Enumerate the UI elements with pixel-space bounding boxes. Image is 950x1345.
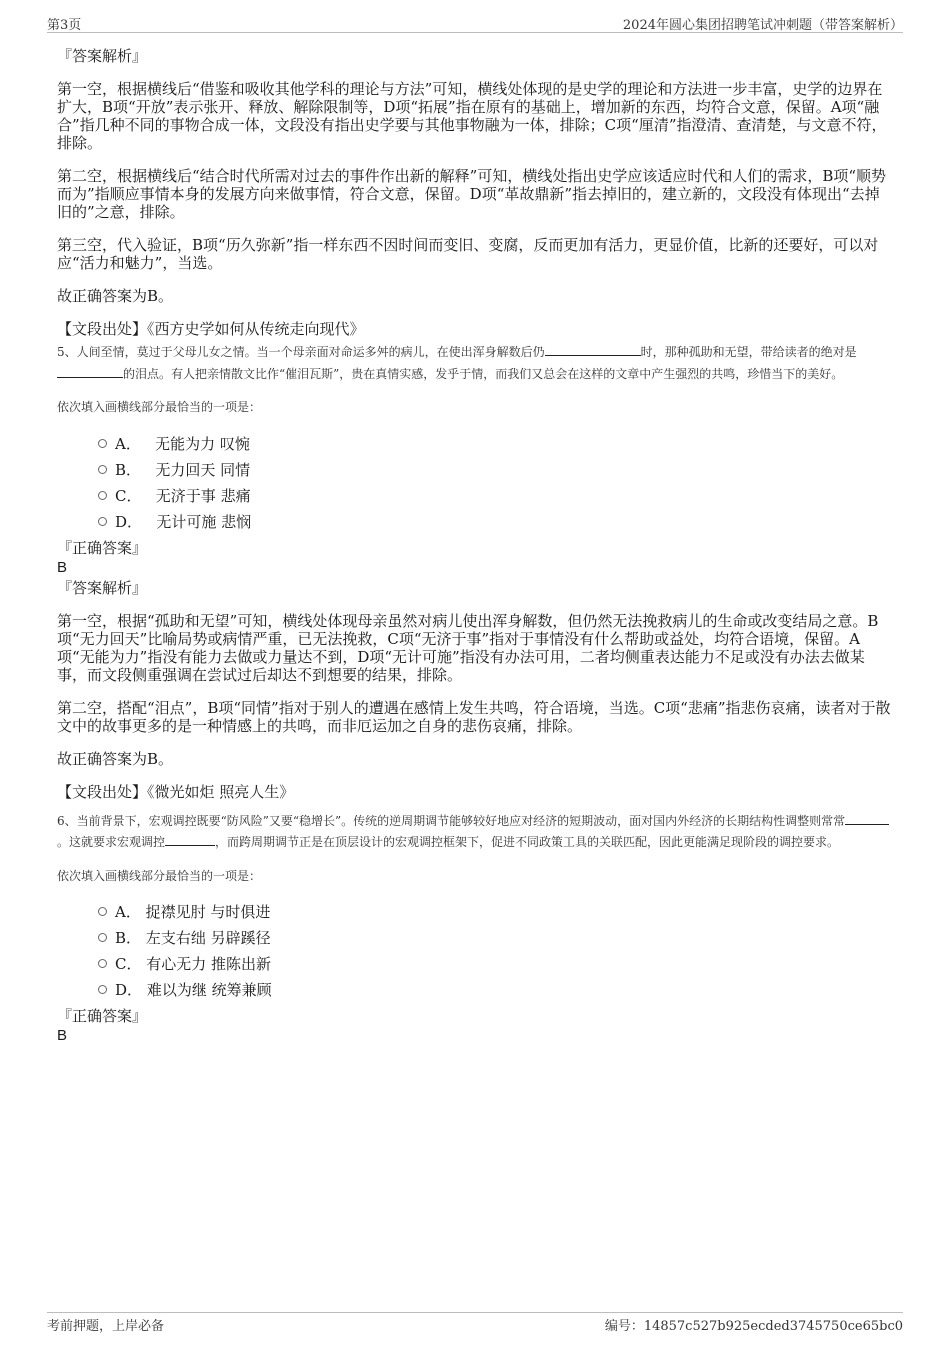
q6-correct-tag: 『正确答案』 bbox=[57, 1007, 148, 1025]
page-footer bbox=[47, 1312, 903, 1335]
radio-icon[interactable] bbox=[98, 933, 107, 942]
document-title: 2024年圆心集团招聘笔试冲刺题（带答案解析） bbox=[622, 18, 903, 33]
q6-stem-part-2: 。这就要求宏观调控 bbox=[57, 835, 166, 849]
page-header bbox=[47, 12, 903, 33]
q5-correct-tag: 『正确答案』 bbox=[57, 538, 148, 557]
q5-stem-part-2: 时，那种孤助和无望，带给读者的绝对是 bbox=[640, 345, 857, 359]
q5-option-a[interactable]: A． 无能为力 叹惋 bbox=[57, 431, 893, 457]
radio-icon[interactable] bbox=[98, 517, 107, 526]
q5-prompt: 依次填入画横线部分最恰当的一项是： bbox=[57, 400, 262, 414]
q6-option-d[interactable]: D． 难以为继 统筹兼顾 bbox=[57, 977, 893, 1003]
radio-icon[interactable] bbox=[98, 465, 107, 474]
q5-stem-part-3: 的泪点。有人把亲情散文比作“催泪瓦斯”，贵在真情实感，发乎于情，而我们又总会在这样的文章中产生强烈的共鸣，珍惜当下的美好。 bbox=[123, 366, 844, 381]
q6-options bbox=[57, 899, 893, 1003]
q5-correct-answer: B bbox=[57, 558, 68, 576]
document-id: 编号：14857c527b925ecded3745750ce65bc0 bbox=[604, 1319, 903, 1334]
q5-source: 【文段出处】《微光如炬 照亮人生》 bbox=[57, 782, 295, 801]
q6-blank-1 bbox=[845, 810, 889, 825]
q5-analysis-para-2: 第二空，搭配“泪点”，B项“同情”指对于别人的遭遇在感情上发生共鸣，符合语境，当选。C项“悲痛”指悲伤哀痛，读者对于散文中的故事更多的是一种情感上的共鸣，而非厄运加之自身的悲伤哀痛，排除。 bbox=[57, 698, 891, 735]
q4-source: 【文段出处】《西方史学如何从传统走向现代》 bbox=[57, 320, 365, 338]
q5-analysis-para-1: 第一空，根据“孤助和无望”可知，横线处体现母亲虽然对病儿使出浑身解数，但仍然无法挽救病儿的生命或改变结局之意。B项“无力回天”比喻局势或病情严重，已无法挽救，C项“无济于事”指对于事情没有什么帮助或益处，均符合语境，保留。A项“无能为力”指没有能力去做或力量达不到，D项“无计可施”指没有办法可用，二者均侧重表达能力不足或没有办法去做某事，而文段侧重强调在尝试过后却达不到想要的结果，排除。 bbox=[57, 611, 879, 684]
q5-option-d[interactable]: D． 无计可施 悲悯 bbox=[57, 509, 893, 535]
q6-option-b[interactable]: B． 左支右绌 另辟蹊径 bbox=[57, 925, 893, 951]
q5-blank-2 bbox=[57, 363, 123, 378]
q4-analysis-para-1: 第一空，根据横线后“借鉴和吸收其他学科的理论与方法”可知，横线处体现的是史学的理论和方法进一步丰富，史学的边界在扩大，B项“开放”表示张开、释放、解除限制等，D项“拓展”指在原有的基础上，增加新的东西，均符合文意，保留。A项“融合”指几种不同的事物合成一体，文段没有指出史学要与其他事物融为一体，排除；C项“厘清”指澄清、查清楚，与文意不符，排除。 bbox=[57, 80, 887, 152]
q6-prompt: 依次填入画横线部分最恰当的一项是： bbox=[57, 868, 262, 883]
q6-stem-part-1: 6、当前背景下，宏观调控既要“防风险”又要“稳增长”。传统的逆周期调节能够较好地应对经济的短期波动，面对国内外经济的长期结构性调整则常常 bbox=[57, 813, 846, 828]
page-number: 第3页 bbox=[47, 18, 82, 33]
radio-icon[interactable] bbox=[98, 959, 107, 968]
q6-stem bbox=[57, 810, 893, 853]
q6-correct-answer: B bbox=[57, 1027, 68, 1044]
radio-icon[interactable] bbox=[98, 907, 107, 916]
q4-analysis-para-3: 第三空，代入验证，B项“历久弥新”指一样东西不因时间而变旧、变腐，反而更加有活力，更显价值，比新的还要好，可以对应“活力和魅力”，当选。 bbox=[57, 236, 879, 272]
q6-option-a[interactable]: A． 捉襟见肘 与时俱进 bbox=[57, 899, 893, 925]
q4-analysis-tag: 『答案解析』 bbox=[57, 47, 148, 65]
radio-icon[interactable] bbox=[98, 491, 107, 500]
q5-analysis-tag: 『答案解析』 bbox=[57, 578, 148, 597]
q5-stem bbox=[57, 341, 893, 384]
q5-options bbox=[57, 431, 893, 535]
page-content bbox=[57, 46, 893, 1046]
footer-slogan: 考前押题，上岸必备 bbox=[47, 1319, 165, 1334]
q6-blank-2 bbox=[165, 831, 215, 846]
q5-option-b[interactable]: B． 无力回天 同情 bbox=[57, 457, 893, 483]
q6-option-c[interactable]: C． 有心无力 推陈出新 bbox=[57, 951, 893, 977]
q4-analysis-para-2: 第二空，根据横线后“结合时代所需对过去的事件作出新的解释”可知，横线处指出史学应该适应时代和人们的需求，B项“顺势而为”指顺应事情本身的发展方向来做事情，符合文意，保留。D项“革故鼎新”指去掉旧的，建立新的，文段没有体现出“去掉旧的”之意，排除。 bbox=[57, 167, 887, 221]
q5-stem-part-1: 5、人间至情，莫过于父母儿女之情。当一个母亲面对命运多舛的病儿，在使出浑身解数后仍 bbox=[57, 345, 545, 359]
radio-icon[interactable] bbox=[98, 985, 107, 994]
q5-conclusion: 故正确答案为B。 bbox=[57, 749, 174, 768]
radio-icon[interactable] bbox=[98, 439, 107, 448]
q5-blank-1 bbox=[545, 341, 641, 356]
q4-conclusion: 故正确答案为B。 bbox=[57, 287, 174, 305]
q6-stem-part-3: ，而跨周期调节正是在顶层设计的宏观调控框架下，促进不同政策工具的关联匹配，因此更能满足现阶段的调控要求。 bbox=[215, 835, 840, 849]
q5-option-c[interactable]: C． 无济于事 悲痛 bbox=[57, 483, 893, 509]
